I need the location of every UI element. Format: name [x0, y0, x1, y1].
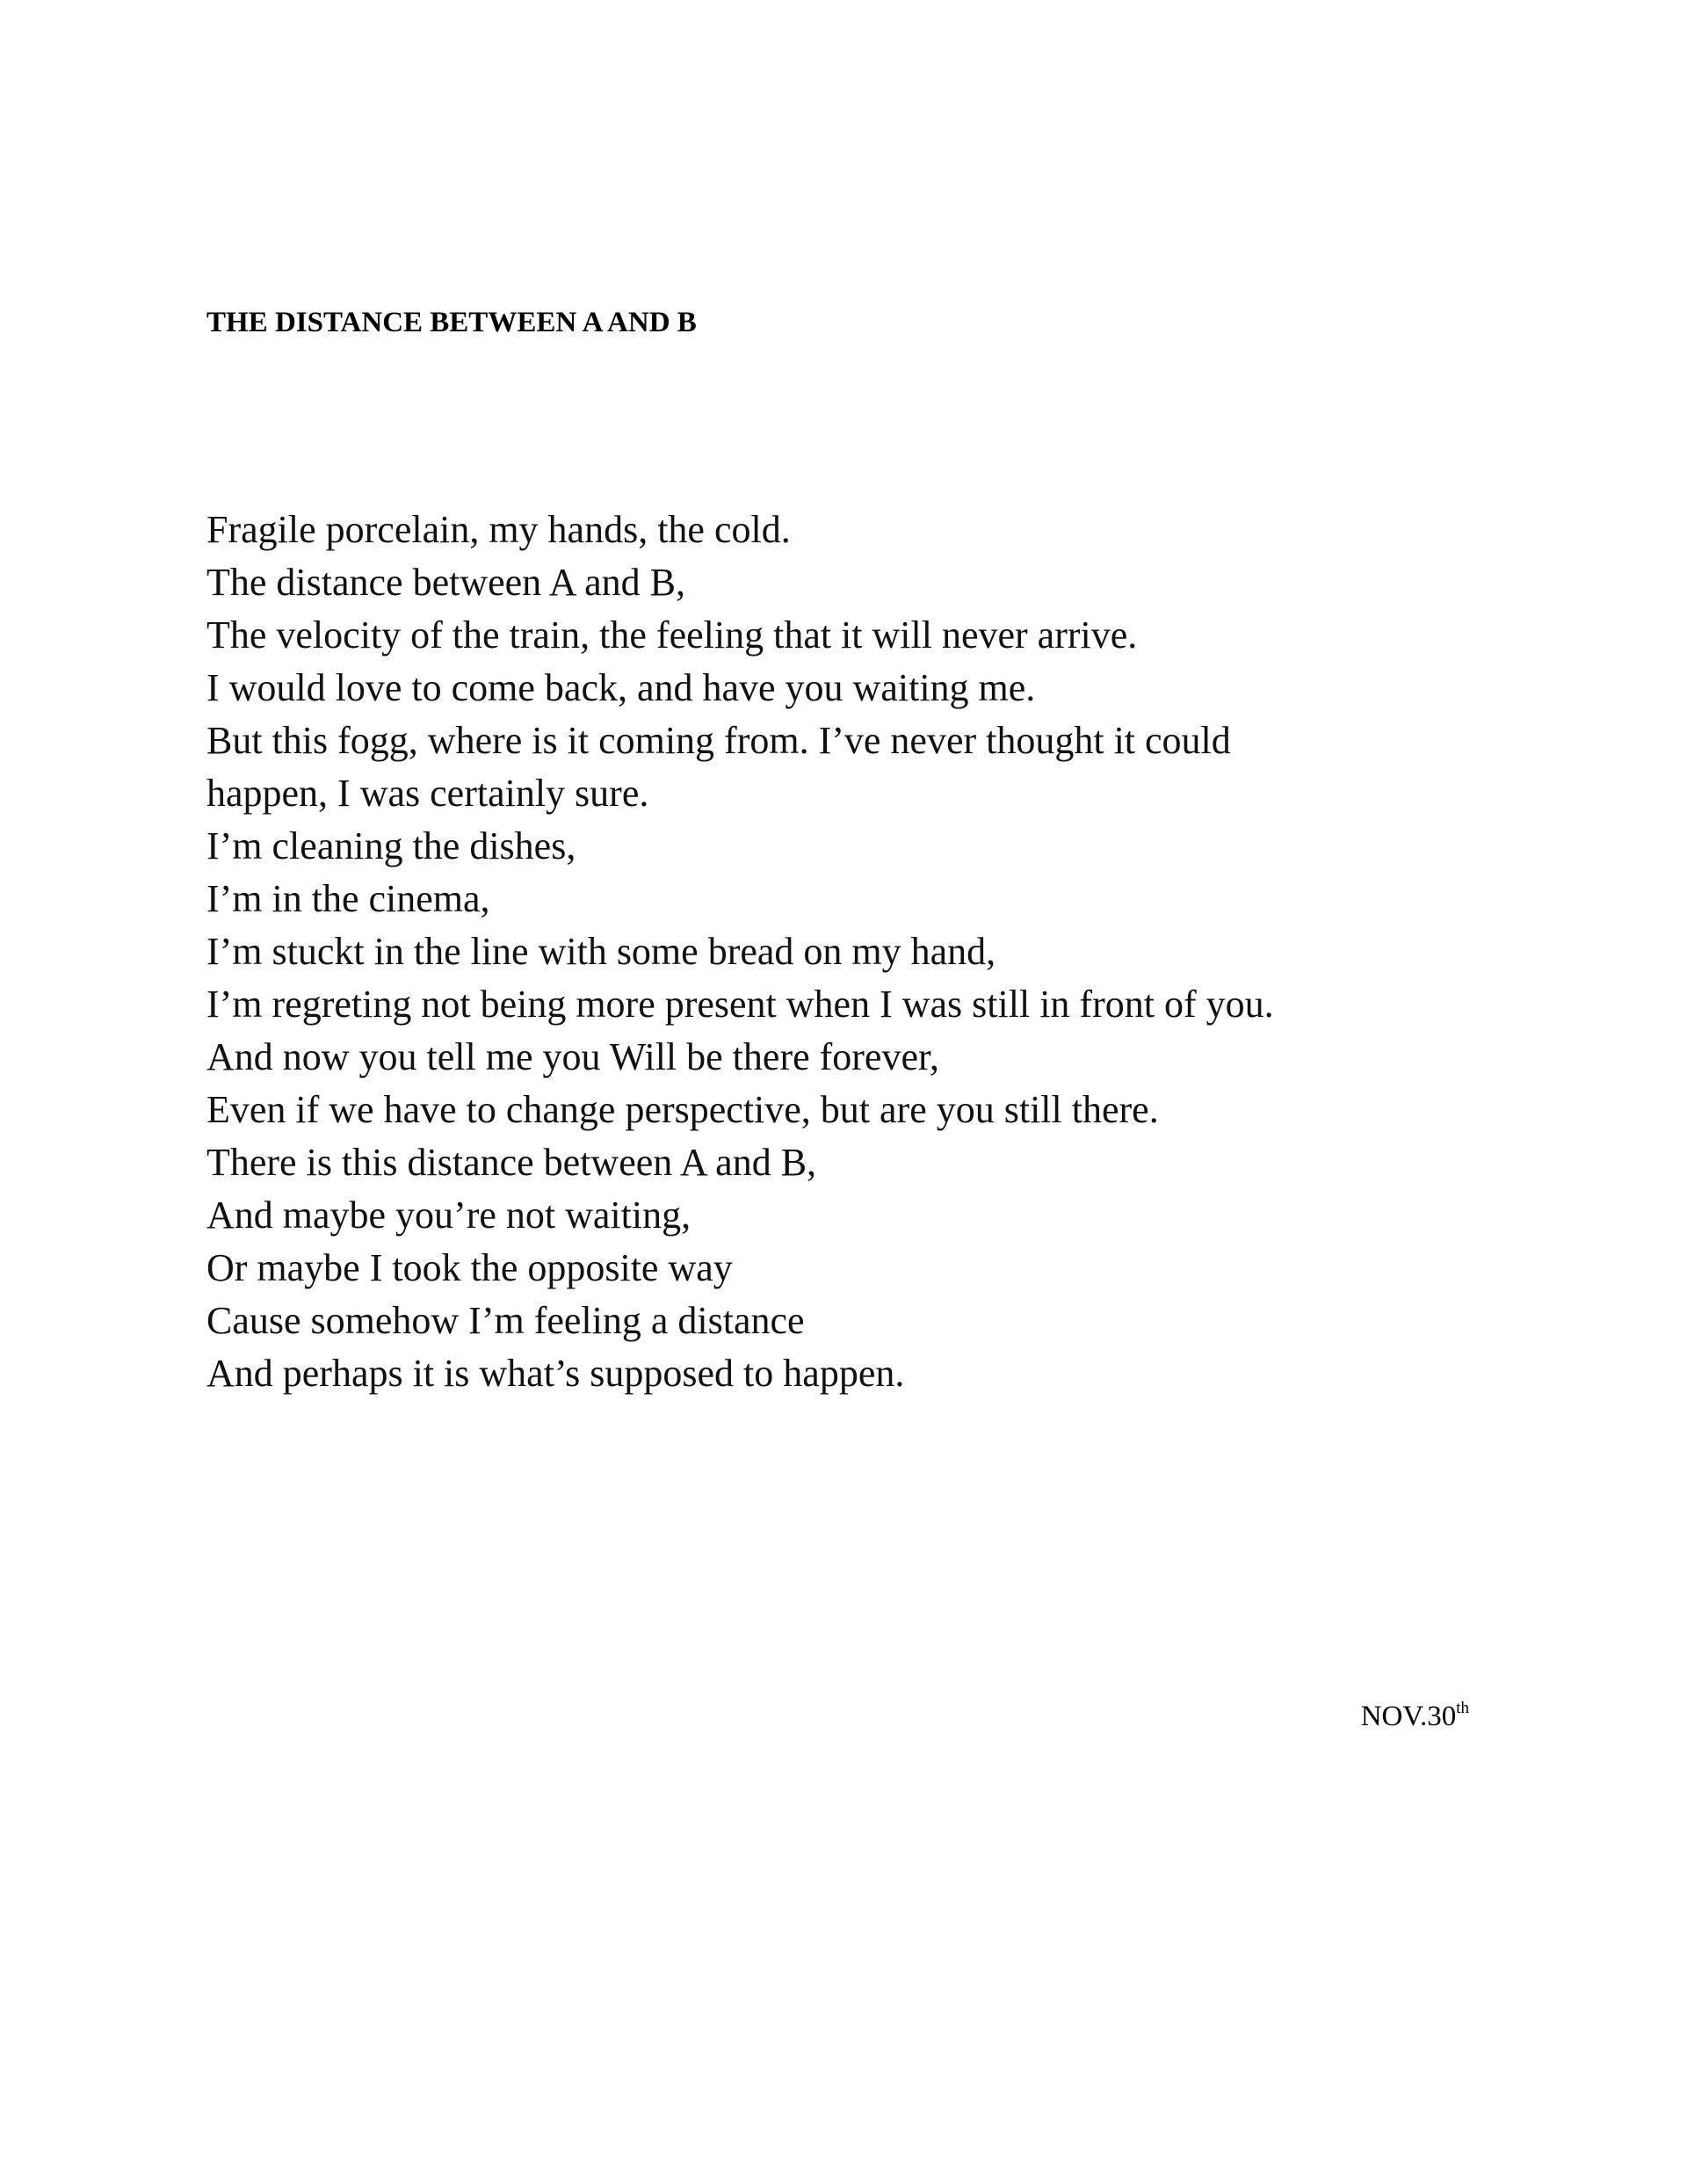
- poem-line: There is this distance between A and B,: [206, 1141, 817, 1184]
- poem-line: But this fogg, where is it coming from. I’ve never thought it could: [206, 719, 1231, 762]
- poem-line: I would love to come back, and have you waiting me.: [206, 666, 1036, 709]
- date-main: NOV.30: [1360, 1701, 1457, 1732]
- poem-line: I’m regreting not being more present when I was still in front of you.: [206, 983, 1274, 1026]
- poem-line: Cause somehow I’m feeling a distance: [206, 1299, 805, 1342]
- poem-line: happen, I was certainly sure.: [206, 772, 649, 815]
- poem-line: I’m stuckt in the line with some bread on my hand,: [206, 930, 996, 973]
- poem-line: The velocity of the train, the feeling that it will never arrive.: [206, 613, 1138, 657]
- poem-line: And now you tell me you Will be there forever,: [206, 1035, 939, 1078]
- poem-line: I’m in the cinema,: [206, 877, 490, 920]
- date-ordinal-suffix: th: [1456, 1699, 1469, 1717]
- poem-line: The distance between A and B,: [206, 561, 685, 604]
- poem-body: [206, 504, 1507, 1400]
- poem-line: Or maybe I took the opposite way: [206, 1246, 733, 1289]
- poem-line: And maybe you’re not waiting,: [206, 1194, 691, 1237]
- poem-line: Even if we have to change perspective, but are you still there.: [206, 1088, 1159, 1131]
- poem-line: And perhaps it is what’s supposed to happen.: [206, 1352, 905, 1395]
- poem-title: THE DISTANCE BETWEEN A AND B: [206, 307, 697, 338]
- poem-line: Fragile porcelain, my hands, the cold.: [206, 508, 791, 551]
- poem-date: [1361, 1699, 1469, 1734]
- poem-line: I’m cleaning the dishes,: [206, 824, 576, 867]
